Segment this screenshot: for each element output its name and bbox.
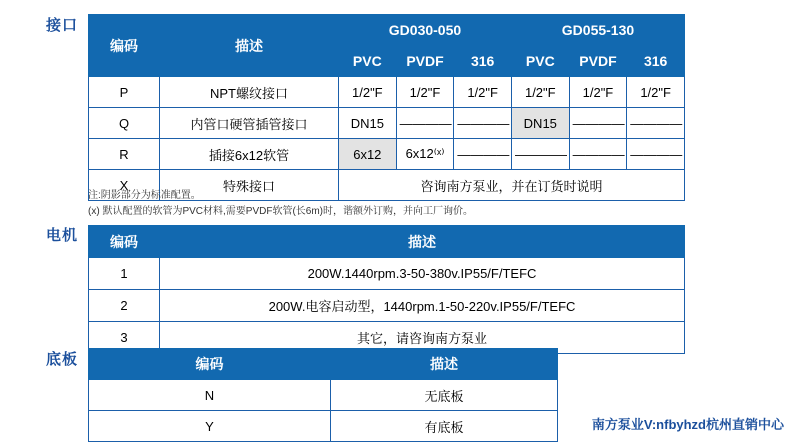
row-value: ———— <box>396 108 454 139</box>
row-code: 2 <box>89 290 160 322</box>
row-code: Q <box>89 108 160 139</box>
row-value: ———— <box>511 139 569 170</box>
header-description: 描述 <box>331 349 558 380</box>
baseplate-table <box>88 348 558 442</box>
row-description: 特殊接口 <box>160 170 339 201</box>
row-value-merged: 咨询南方泵业，并在订货时说明 <box>339 170 685 201</box>
row-value: ———— <box>454 108 512 139</box>
header-code: 编码 <box>89 349 331 380</box>
row-code: X <box>89 170 160 201</box>
row-code: P <box>89 77 160 108</box>
section-label-baseplate: 底板 <box>46 351 79 368</box>
interface-note-2: (x) 默认配置的软管为PVC材料,需要PVDF软管(长6m)时，谐额外订购，并向工厂询价。 <box>88 206 473 217</box>
row-value: DN15 <box>511 108 569 139</box>
table-row <box>89 108 685 139</box>
row-code: N <box>89 380 331 411</box>
row-code: 1 <box>89 258 160 290</box>
row-value: 6x12 <box>339 139 397 170</box>
table-row <box>89 290 685 322</box>
row-value: 6x12⁽ˣ⁾ <box>396 139 454 170</box>
header-description: 描述 <box>160 226 685 258</box>
row-value: 1/2"F <box>627 77 685 108</box>
header-code: 编码 <box>89 15 160 77</box>
header-material: 316 <box>454 46 512 77</box>
header-material: PVDF <box>396 46 454 77</box>
section-label-interface: 接口 <box>46 17 79 34</box>
row-value: 1/2"F <box>396 77 454 108</box>
row-code: 3 <box>89 322 160 354</box>
row-description: 插接6x12软管 <box>160 139 339 170</box>
table-header-row <box>89 349 558 380</box>
row-value: DN15 <box>339 108 397 139</box>
row-description: 其它，请咨询南方泵业 <box>160 322 685 354</box>
header-description: 描述 <box>160 15 339 77</box>
header-material: PVC <box>511 46 569 77</box>
row-value: 1/2"F <box>511 77 569 108</box>
row-value: ———— <box>569 108 627 139</box>
row-value: 1/2"F <box>339 77 397 108</box>
row-value: 1/2"F <box>569 77 627 108</box>
header-material: PVDF <box>569 46 627 77</box>
interface-table <box>88 14 685 201</box>
row-value: ———— <box>454 139 512 170</box>
row-description: 200W.1440rpm.3-50-380v.IP55/F/TEFC <box>160 258 685 290</box>
header-group-2: GD055-130 <box>511 15 684 46</box>
section-label-motor: 电机 <box>46 227 79 244</box>
table-row <box>89 380 558 411</box>
header-material: 316 <box>627 46 685 77</box>
header-material: PVC <box>339 46 397 77</box>
row-description: 有底板 <box>331 411 558 442</box>
row-code: Y <box>89 411 331 442</box>
table-header-row <box>89 226 685 258</box>
row-description: 内管口硬管插管接口 <box>160 108 339 139</box>
header-group-1: GD030-050 <box>339 15 512 46</box>
interface-note-1: 注:阴影部分为标准配置。 <box>88 190 201 201</box>
table-row <box>89 77 685 108</box>
header-code: 编码 <box>89 226 160 258</box>
row-description: NPT螺纹接口 <box>160 77 339 108</box>
motor-table <box>88 225 685 354</box>
row-description: 无底板 <box>331 380 558 411</box>
table-row <box>89 139 685 170</box>
row-value: 1/2"F <box>454 77 512 108</box>
row-description: 200W.电容启动型，1440rpm.1-50-220v.IP55/F/TEFC <box>160 290 685 322</box>
table-header-row <box>89 15 685 46</box>
row-value: ———— <box>627 139 685 170</box>
table-row <box>89 258 685 290</box>
row-value: ———— <box>627 108 685 139</box>
watermark: 南方泵业V:nfbyhzd杭州直销中心 <box>591 417 784 432</box>
row-value: ———— <box>569 139 627 170</box>
row-code: R <box>89 139 160 170</box>
